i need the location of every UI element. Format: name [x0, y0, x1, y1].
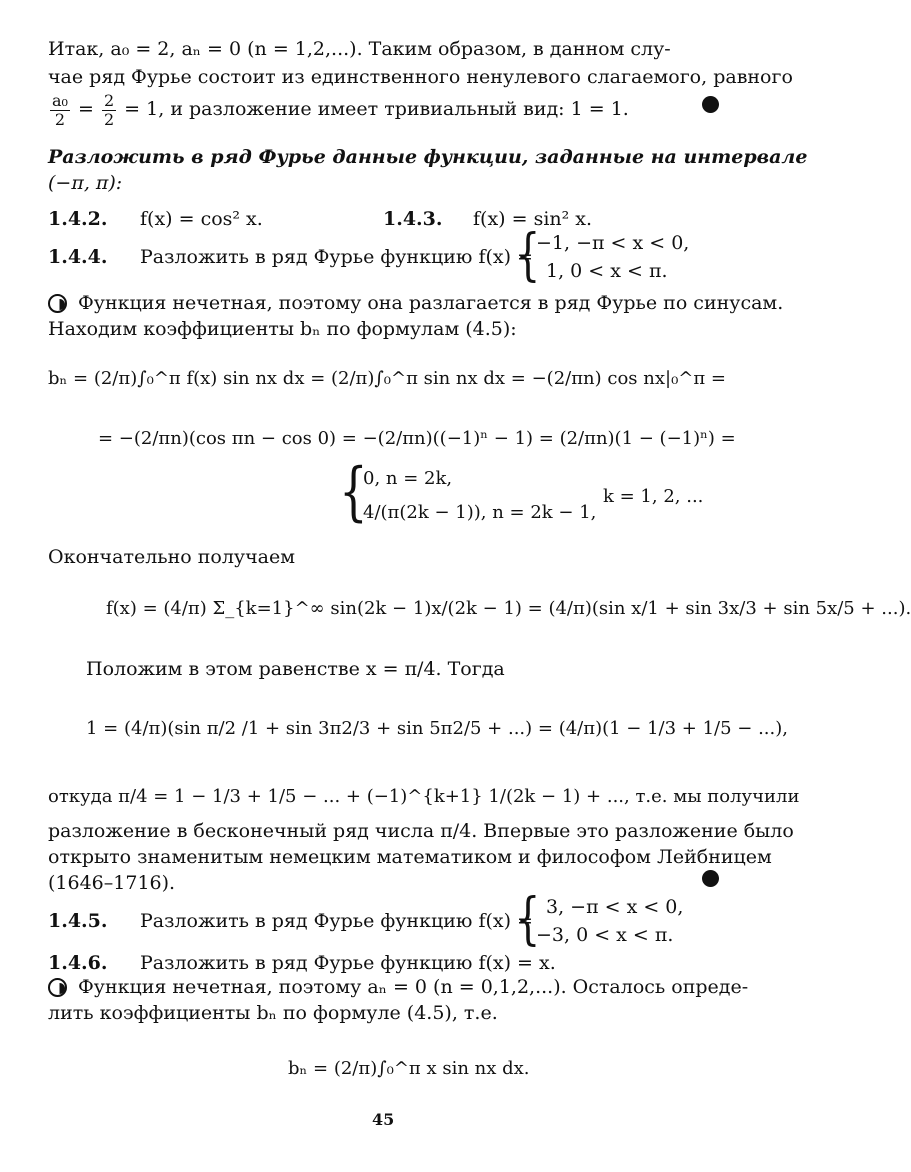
final-text: Окончательно получаем [48, 546, 296, 568]
end-proof-bullet [702, 870, 719, 887]
problem-1-4-5: Разложить в ряд Фурье функцию f(x) = [140, 910, 533, 932]
task-heading: Разложить в ряд Фурье данные функции, заданные на интервале [48, 146, 808, 168]
solution-line-3: Функция нечетная, поэтому aₙ = 0 (n = 0,1,2,...). Осталось опреде- [78, 976, 749, 998]
problem-1-4-2: f(x) = cos² x. [140, 208, 263, 230]
text-line-3: $\frac{\text{a₀}}{2}$ = $\frac{2}{2}$ = 1, и разложение имеет тривиальный вид: 1 = 1. [52, 91, 629, 129]
solution-line-4: лить коэффициенты bₙ по формуле (4.5), т.е. [48, 1002, 498, 1024]
task-heading-2: (−π, π): [48, 172, 123, 194]
problem-1-4-5-number: 1.4.5. [48, 910, 108, 932]
problem-1-4-4-number: 1.4.4. [48, 246, 108, 268]
piecewise-case-2: −3, 0 < x < π. [536, 924, 674, 946]
text-line-1: Итак, a₀ = 2, aₙ = 0 (n = 1,2,...). Таким образом, в данном слу- [48, 38, 671, 60]
solution-start-icon [48, 294, 67, 313]
problem-1-4-3: f(x) = sin² x. [473, 208, 593, 230]
equation-series: f(x) = (4/π) Σ_{k=1}^∞ sin(2k − 1)x/(2k − 1) = (4/π)(sin x/1 + sin 3x/3 + sin 5x/5 + ...). [106, 598, 911, 619]
text-line-2: чае ряд Фурье состоит из единственного ненулевого слагаемого, равного [48, 66, 793, 88]
problem-1-4-4: Разложить в ряд Фурье функцию f(x) = [140, 246, 533, 268]
problem-1-4-6: Разложить в ряд Фурье функцию f(x) = x. [140, 952, 556, 974]
equation-bn: bₙ = (2/π)∫₀^π f(x) sin nx dx = (2/π)∫₀^π sin nx dx = −(2/πn) cos nx|₀^π = [48, 368, 727, 389]
explanation-line-2: открыто знаменитым немецким математиком и философом Лейбницем [48, 846, 772, 868]
piecewise-case-2: 1, 0 < x < π. [546, 260, 668, 282]
substitution-text: Положим в этом равенстве x = π/4. Тогда [86, 658, 505, 680]
explanation-line-3: (1646–1716). [48, 872, 176, 894]
brace-icon: { [515, 223, 541, 288]
equation-bn-x: bₙ = (2/π)∫₀^π x sin nx dx. [288, 1058, 530, 1079]
end-proof-bullet [702, 96, 719, 113]
piecewise-case-1: 3, −π < x < 0, [546, 896, 684, 918]
page-number: 45 [372, 1110, 395, 1129]
whence-line: откуда π/4 = 1 − 1/3 + 1/5 − ... + (−1)^{k+1} 1/(2k − 1) + ..., т.е. мы получили [48, 786, 800, 807]
equation-bn-2: = −(2/πn)(cos πn − cos 0) = −(2/πn)((−1)ⁿ − 1) = (2/πn)(1 − (−1)ⁿ) = [98, 428, 736, 449]
explanation-line-1: разложение в бесконечный ряд числа π/4. Впервые это разложение было [48, 820, 794, 842]
piecewise-case-1: −1, −π < x < 0, [536, 232, 690, 254]
brace-icon: { [515, 887, 541, 952]
bn-case-odd: 4/(π(2k − 1)), n = 2k − 1, [363, 502, 597, 523]
fraction-a0-over-2: $\frac{\text{a₀}}{2}$ [52, 91, 68, 129]
problem-1-4-3-number: 1.4.3. [383, 208, 443, 230]
brace-icon: { [339, 455, 368, 529]
fraction-2-over-2: $\frac{2}{2}$ [103, 91, 115, 129]
solution-start-icon [48, 978, 67, 997]
equation-leibniz: 1 = (4/π)(sin π/2 /1 + sin 3π2/3 + sin 5π2/5 + ...) = (4/π)(1 − 1/3 + 1/5 − ...), [86, 718, 788, 739]
solution-line-1: Функция нечетная, поэтому она разлагается в ряд Фурье по синусам. [78, 292, 784, 314]
solution-line-2: Находим коэффициенты bₙ по формулам (4.5): [48, 318, 517, 340]
bn-case-even: 0, n = 2k, [363, 468, 453, 489]
k-range: k = 1, 2, ... [603, 486, 704, 507]
problem-1-4-6-number: 1.4.6. [48, 952, 108, 974]
problem-1-4-2-number: 1.4.2. [48, 208, 108, 230]
line-3-tail: , и разложение имеет тривиальный вид: 1 = 1. [158, 98, 629, 121]
